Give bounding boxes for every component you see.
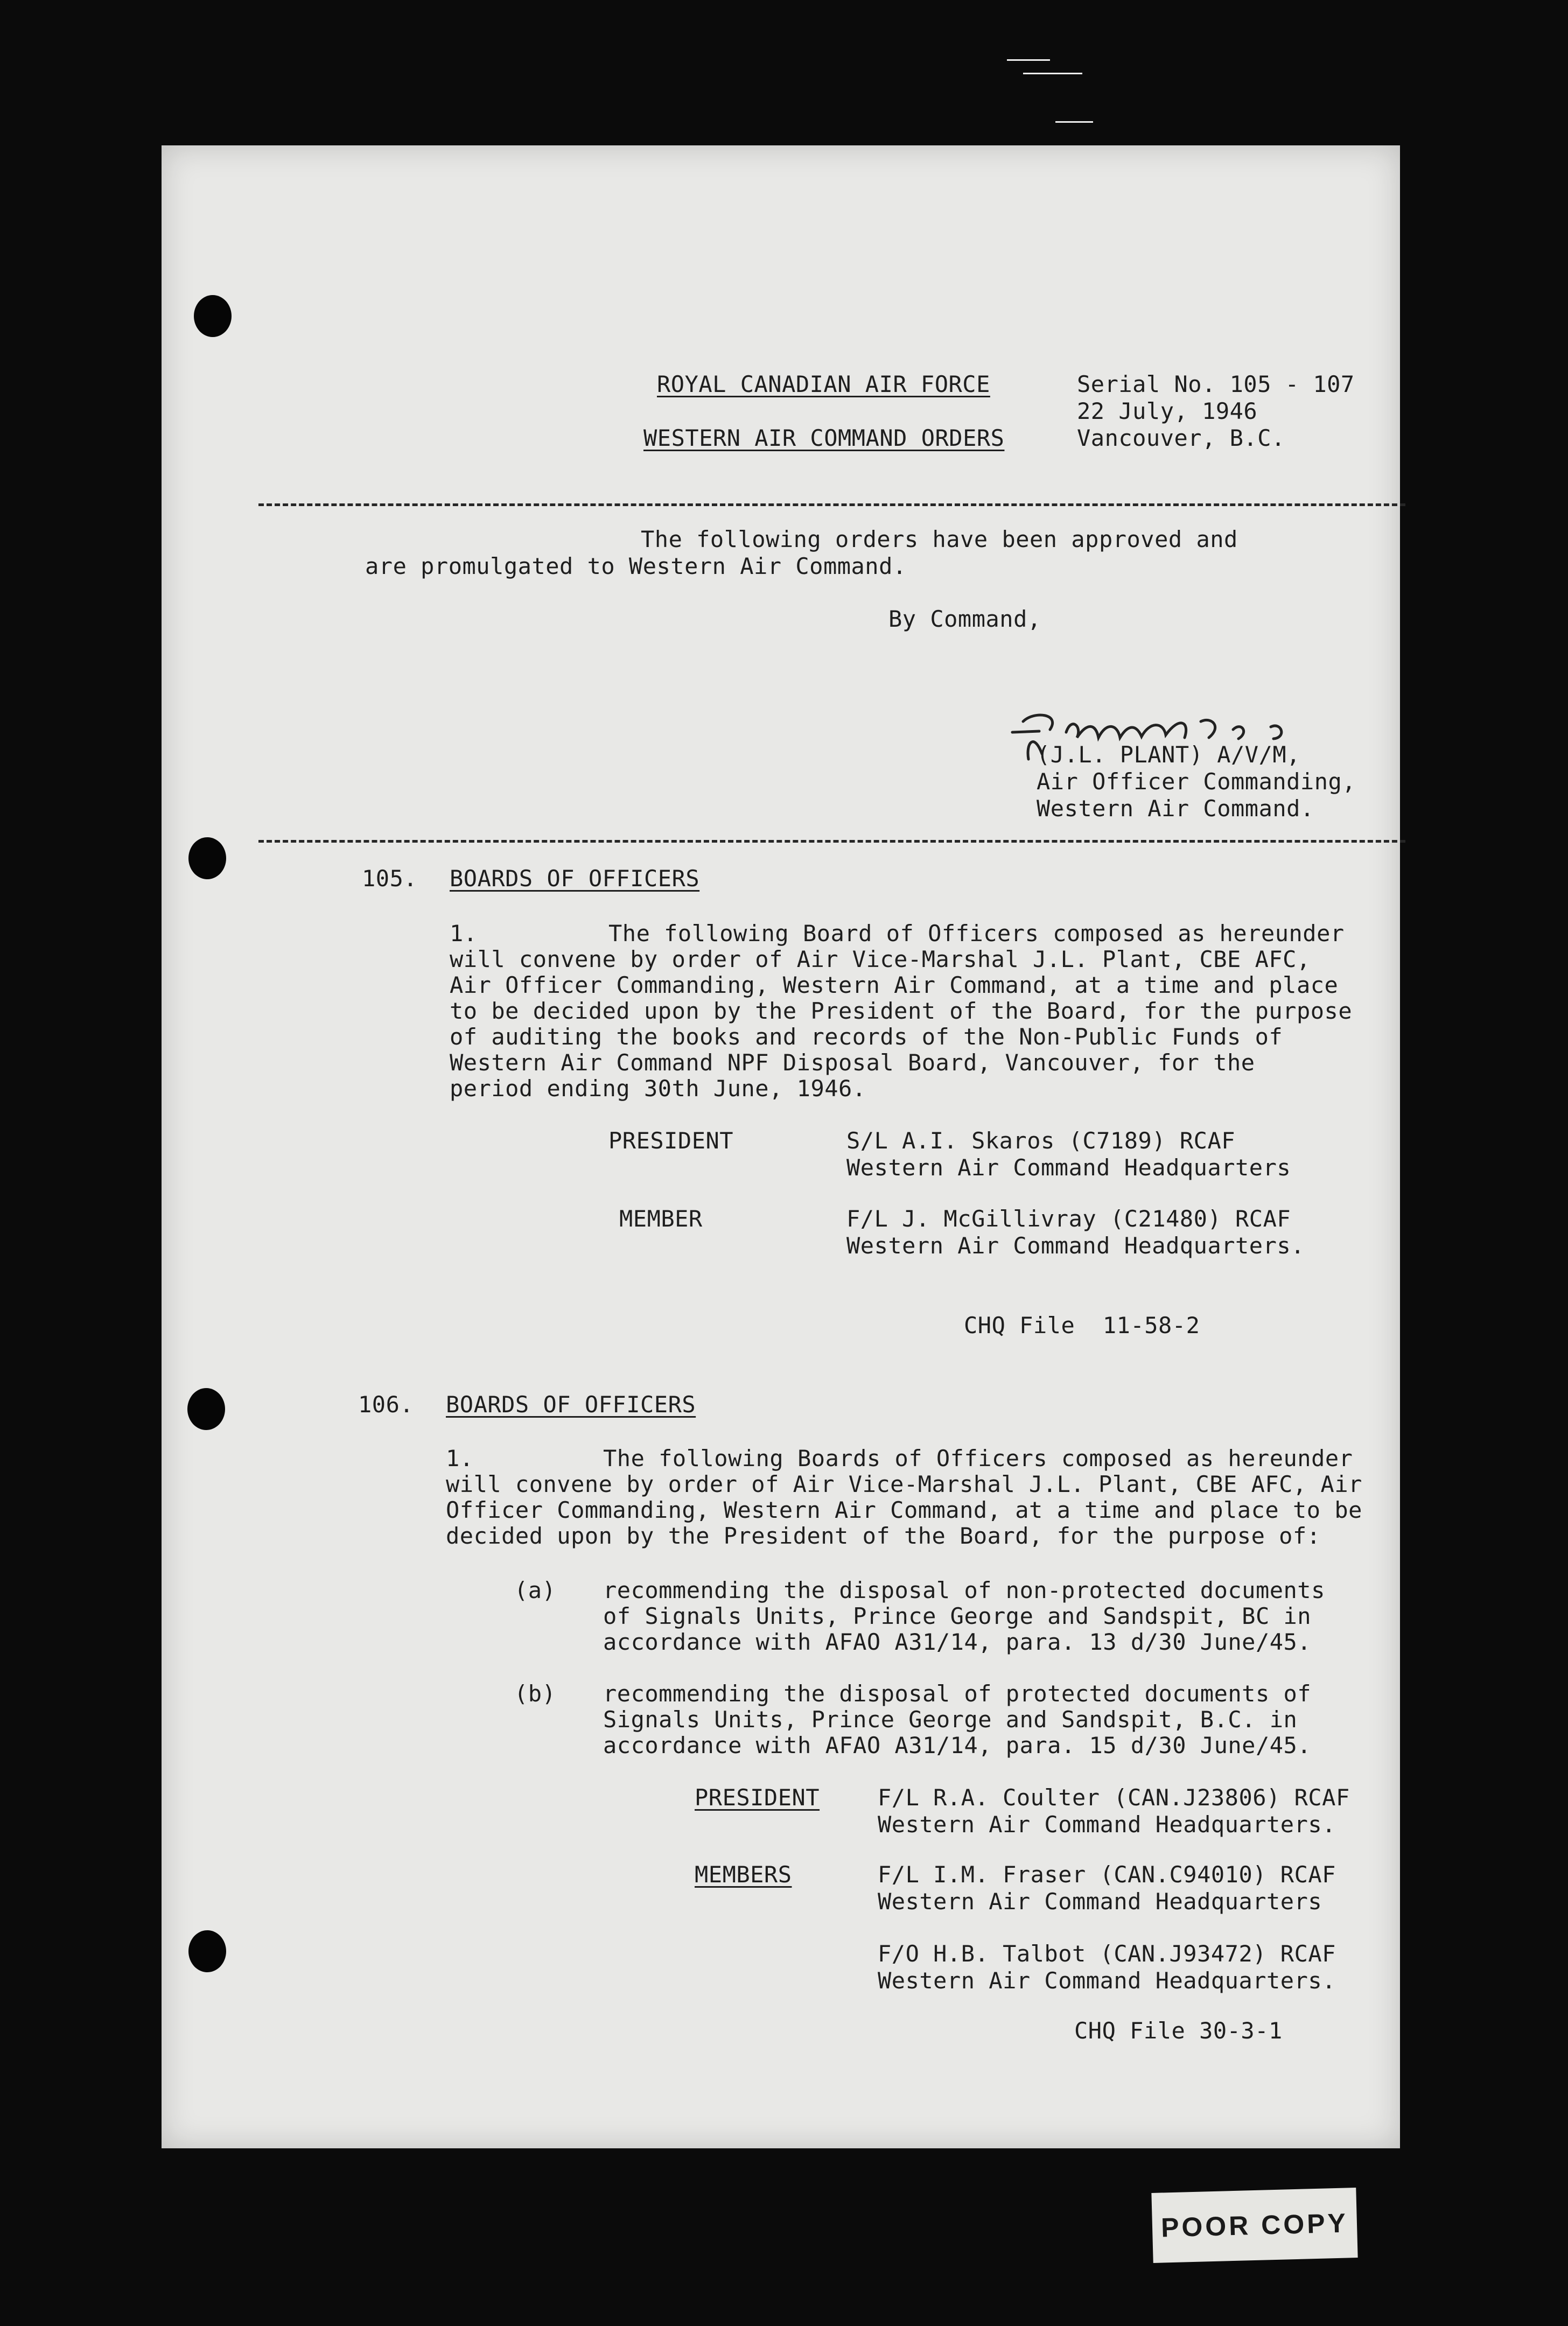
order-text-line: will convene by order of Air Vice-Marshal J.L. Plant, CBE AFC, Air [446,1471,1362,1497]
divider [258,503,1405,506]
item-a-line: accordance with AFAO A31/14, para. 13 d/30 June/45. [603,1629,1312,1655]
order-text-line: Officer Commanding, Western Air Command, at a time and place to be [446,1497,1362,1523]
item-b-line: Signals Units, Prince George and Sandspit, B.C. in [603,1706,1298,1733]
punch-hole [188,1930,226,1972]
item-a-line: of Signals Units, Prince George and Sandspit, BC in [603,1603,1312,1629]
president-name: F/L R.A. Coulter (CAN.J23806) RCAF [878,1784,1350,1811]
item-b-line: recommending the disposal of protected documents of [603,1680,1312,1707]
member-name: F/L J. McGillivray (C21480) RCAF [846,1206,1291,1232]
item-a-line: recommending the disposal of non-protected documents [603,1577,1325,1603]
signature-title: Air Officer Commanding, [1037,768,1356,795]
file-reference: CHQ File 30-3-1 [1074,2017,1283,2044]
order-text-line: period ending 30th June, 1946. [450,1075,866,1102]
order-heading: BOARDS OF OFFICERS [450,865,700,892]
member-unit: Western Air Command Headquarters. [878,1967,1336,1994]
scan-scratch [1055,121,1093,123]
paragraph-number: 1. [450,920,478,947]
by-command: By Command, [888,606,1041,632]
scan-scratch [1023,73,1082,74]
members-label: MEMBERS [695,1861,792,1888]
order-text-line: decided upon by the President of the Board, for the purpose of: [446,1523,1321,1549]
preamble-line-2: are promulgated to Western Air Command. [365,553,907,579]
member-name: F/O H.B. Talbot (CAN.J93472) RCAF [878,1940,1336,1967]
order-heading: BOARDS OF OFFICERS [446,1391,696,1418]
item-b-line: accordance with AFAO A31/14, para. 15 d/30 June/45. [603,1732,1312,1758]
order-number: 106. [358,1391,414,1418]
president-unit: Western Air Command Headquarters [846,1154,1291,1181]
punch-hole [188,837,226,879]
president-label: PRESIDENT [608,1127,734,1154]
president-name: S/L A.I. Skaros (C7189) RCAF [846,1127,1236,1154]
punch-hole [194,295,232,337]
paragraph-number: 1. [446,1445,474,1472]
order-text-line: Air Officer Commanding, Western Air Command, at a time and place [450,972,1339,998]
poor-copy-stamp: POOR COPY [1151,2188,1357,2263]
signature-name: (J.L. PLANT) A/V/M, [1037,741,1300,768]
punch-hole [187,1388,225,1430]
serial-number: Serial No. 105 - 107 [1077,371,1355,397]
order-text-line: The following Boards of Officers composed as hereunder [603,1445,1353,1472]
organization-title: ROYAL CANADIAN AIR FORCE [657,371,990,397]
order-text-line: Western Air Command NPF Disposal Board, Vancouver, for the [450,1049,1255,1076]
order-text-line: will convene by order of Air Vice-Marshal J.L. Plant, CBE AFC, [450,946,1311,972]
scan-scratch [1007,59,1050,61]
item-label-a: (a) [514,1577,556,1603]
president-unit: Western Air Command Headquarters. [878,1811,1336,1838]
order-text-line: The following Board of Officers composed as hereunder [608,920,1345,947]
order-date: 22 July, 1946 [1077,398,1258,424]
item-label-b: (b) [514,1680,556,1707]
signature-command: Western Air Command. [1037,795,1314,822]
member-unit: Western Air Command Headquarters. [846,1232,1305,1259]
president-label: PRESIDENT [695,1784,820,1811]
order-text-line: to be decided upon by the President of the Board, for the purpose [450,998,1353,1024]
file-reference: CHQ File 11-58-2 [964,1312,1200,1339]
member-name: F/L I.M. Fraser (CAN.C94010) RCAF [878,1861,1336,1888]
divider [258,840,1405,843]
member-unit: Western Air Command Headquarters [878,1888,1322,1915]
order-number: 105. [362,865,418,892]
orders-title: WESTERN AIR COMMAND ORDERS [643,425,1005,451]
preamble-line-1: The following orders have been approved and [641,526,1238,552]
member-label: MEMBER [619,1206,703,1232]
order-text-line: of auditing the books and records of the Non-Public Funds of [450,1024,1283,1050]
order-location: Vancouver, B.C. [1077,425,1285,451]
